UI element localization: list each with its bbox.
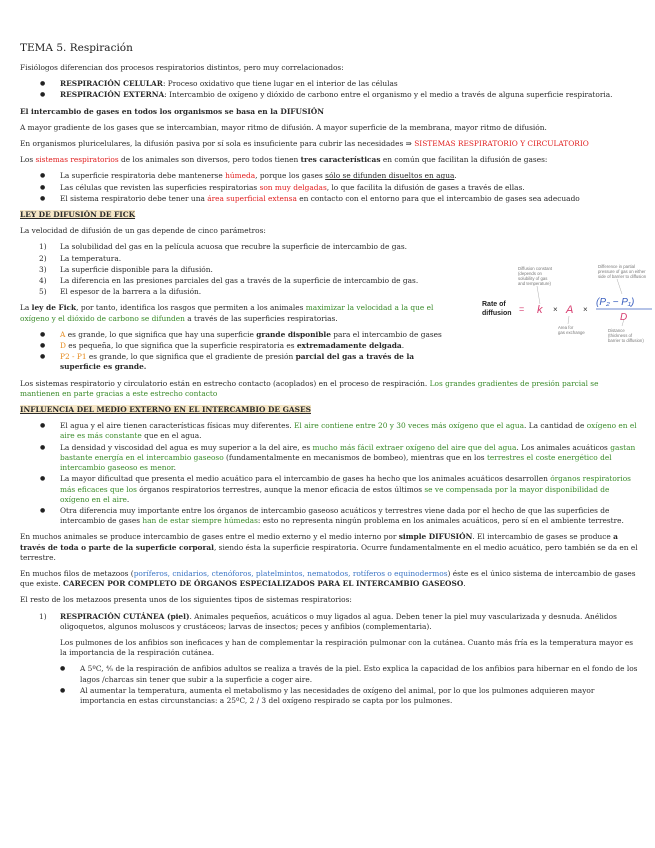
fick-text-column [20, 303, 450, 372]
list-item: ● A es grande, lo que significa que hay una superficie grande disponible para el intercambio de gases [60, 330, 450, 340]
note-d-line: Distance [608, 328, 625, 334]
note-k-line: Diffusion constant [518, 266, 553, 272]
d-symbol: D [620, 312, 628, 324]
list-item: ● El sistema respiratorio debe tener una área superficial extensa en contacto con el entorno para que el intercambio de gases sea adecuado [60, 194, 638, 204]
intro-paragraph: Fisiólogos diferencian dos procesos respiratorios distintos, pero muy correlacionados: [20, 63, 344, 72]
list-item: ● La mayor dificultad que presenta el medio acuático para el intercambio de gases ha hecho que los animales acuáticos desarrollen órganos respiratorios más eficaces que los órganos respiratorios terrestres, aunque la menor eficacia de estos últimos se ve compensada por la mayor disponibilidad de oxígeno en el aire. [60, 474, 638, 505]
list-item: La temperatura. [60, 253, 122, 263]
list-item: RESPIRACIÓN CUTÁNEA (piel). Animales pequeños, acuáticos o muy ligados al agua. Deben tener la piel muy vascularizada y desnuda. Anélidos oligoquetos, algunos moluscos y crustáceos; larvas de insectos; peces y anfibios (complementaria). Los pulmones de los anfibios son ineficaces y han de complementar la respiración pulmonar con la cutánea. Cuanto más fría es la temperatura mayor es la importancia de la respiración cutánea. ● A 5ºC, ⅘ de la respiración de anfibios adultos se realiza a través de la piel. Esto explica la capacidad de los anfibios para hibernar en el fondo de los lagos /charcas sin tener que subir a la superficie a coger aire. ● Al aumentar la temperatura, aumenta el metabolismo y las necesidades de oxígeno del animal, por lo que los pulmones adquieren mayor importancia en estas circunstancias: a 25ºC, 2 / 3 del oxígeno respirado se capta por los pulmones. [60, 612, 638, 707]
respiratory-types-list [20, 612, 638, 707]
list-item: ● Las células que revisten las superficies respiratorias son muy delgadas, lo que facilita la difusión de gases a través de ellas. [60, 183, 638, 193]
times-sign: × [553, 305, 558, 315]
simple-diffusion-paragraph: En muchos animales se produce intercambio de gases entre el medio externo y el medio interno por simple DIFUSIÓN. El intercambio de gases se produce a través de toda o parte de la superficie corporal, siendo ésta la superficie respiratoria. Ocurre fundamentalmente en el medio acuático, pero también se da en el terrestre. [20, 532, 638, 562]
times-sign: × [583, 305, 588, 315]
rest-paragraph: El resto de los metazoos presenta unos de los siguientes tipos de sistemas respiratorios: [20, 595, 352, 605]
diffusion-heading: El intercambio de gases en todos los organismos se basa en la DIFUSIÓN [20, 106, 324, 116]
note-a-line: gas exchange [558, 330, 585, 336]
pluricellular-paragraph: En organismos pluricelulares, la difusión pasiva por sí sola es insuficiente para cubrir las necesidades ⇒ SISTEMAS RESPIRATORIO Y CIRCULATORIO [20, 139, 589, 149]
note-k-line: (depends on [518, 271, 542, 277]
implies-arrow: ⇒ [405, 139, 412, 149]
k-symbol: k [537, 304, 543, 317]
list-item: ● RESPIRACIÓN CELULAR: Proceso oxidativo que tiene lugar en el interior de las células [60, 79, 638, 89]
list-item: ● La densidad y viscosidad del agua es muy superior a la del aire, es mucho más fácil extraer oxígeno del aire que del agua. Los animales acuáticos gastan bastante energía en el intercambio gaseoso (fundamentalmente en mecanismos de bombeo), mientras que en los terrestres el coste energético del intercambio gaseoso es menor. [60, 443, 638, 474]
coupling-paragraph: Los sistemas respiratorio y circulatorio están en estrecho contacto (acoplados) en el proceso de respiración. Los grandes gradientes de presión parcial se mantienen en parte gracias a este estrecho contacto [20, 378, 599, 398]
environment-heading: INFLUENCIA DEL MEDIO EXTERNO EN EL INTERCAMBIO DE GASES [20, 405, 311, 415]
list-item: La superficie disponible para la difusión. [60, 264, 213, 274]
fick-terms-list [20, 330, 450, 373]
list-item: ● RESPIRACIÓN EXTERNA: Intercambio de oxígeno y dióxido de carbono entre el organismo y el medio a través de alguna superficie respiratoria. [60, 90, 638, 100]
environment-list [20, 421, 638, 526]
phyla-paragraph: En muchos filos de metazoos (poríferos, cnidarios, ctenóforos, platelmintos, nematodos, rotíferos o equinodermos) éste es el único sistema de intercambio de gases que existe. CARECEN POR COMPLETO DE ÓRGANOS ESPECIALIZADOS PARA EL INTERCAMBIO GASEOSO. [20, 568, 636, 589]
list-item: El espesor de la barrera a la difusión. [60, 287, 202, 297]
diffusion-label: diffusion [482, 310, 512, 318]
note-p-line: pressure of gas on either [598, 269, 646, 275]
list-item: ● P2 - P1 es grande, lo que significa que el gradiente de presión parcial del gas a través de la superficie es grande. [60, 352, 450, 372]
list-item: ● La superficie respiratoria debe mantenerse húmeda, porque los gases sólo se difunden disueltos en agua. [60, 171, 638, 181]
pressure-difference: (P₂ − P₁) [596, 297, 635, 309]
fick-law-paragraph: La ley de Fick, por tanto, identifica los rasgos que permiten a los animales maximizar la velocidad a la que el oxígeno y el dióxido de carbono se difunden a través de las superficies respiratorias. [20, 303, 434, 323]
a-symbol: A [566, 304, 574, 317]
list-item: ● D es pequeña, lo que significa que la superficie respiratoria es extremadamente delgada. [60, 341, 450, 351]
note-d-line: (thickness of [608, 333, 633, 339]
list-item: ● Al aumentar la temperatura, aumenta el metabolismo y las necesidades de oxígeno del animal, por lo que los pulmones adquieren mayor importancia en estas circunstancias: a 25ºC, 2 / 3 del oxígeno respirado se capta por los pulmones. [80, 686, 638, 706]
list-item: ● Otra diferencia muy importante entre los órganos de intercambio gaseoso acuáticos y terrestres viene dada por el hecho de que las superficies de intercambio de gases han de estar siempre húmedas: esto no representa ningún problema en los animales acuáticos, pero sí en el ambiente terrestre. [60, 506, 638, 526]
rate-label: Rate of [482, 301, 506, 309]
note-a-line: Area for [558, 325, 574, 331]
features-list [20, 171, 638, 204]
note-k-line: solubility of gas [518, 276, 548, 282]
cutaneous-paragraph: Los pulmones de los anfibios son ineficaces y han de complementar la respiración pulmonar con la cutánea. Cuanto más fría es la temperatura mayor es la importancia de la respiración cutánea. [60, 637, 634, 658]
note-d-line: barrier to diffusion) [608, 338, 644, 344]
note-p-line: Difference in partial [598, 264, 635, 270]
list-item: La solubilidad del gas en la película acuosa que recubre la superficie de intercambio de gas. [60, 242, 408, 252]
fick-equation-figure [482, 264, 655, 350]
fick-intro: La velocidad de difusión de un gas depende de cinco parámetros: [20, 226, 266, 236]
list-item: ● A 5ºC, ⅘ de la respiración de anfibios adultos se realiza a través de la piel. Esto explica la capacidad de los anfibios para hibernar en el fondo de los lagos /charcas sin tener que subir a la superficie a coger aire. [80, 664, 638, 684]
fick-heading: LEY DE DIFUSIÓN DE FICK [20, 210, 136, 220]
document-page [20, 42, 647, 712]
cutaneous-sublist [60, 664, 638, 706]
equals-sign: = [519, 304, 525, 315]
list-item: La diferencia en las presiones parciales del gas a través de la superficie de intercambio de gas. [60, 276, 419, 286]
fick-section [20, 210, 647, 373]
list-item: ● El agua y el aire tienen características físicas muy diferentes. El aire contiene entre 20 y 30 veces más oxígeno que el agua. La cantidad de oxígeno en el aire es más constante que en el agua. [60, 421, 638, 441]
note-k-line: and temperature) [518, 281, 551, 287]
process-list [20, 79, 638, 100]
note-p-line: side of barrier to diffusion [598, 274, 647, 280]
page-title: TEMA 5. Respiración [20, 42, 133, 54]
gradient-paragraph: A mayor gradiente de los gases que se intercambian, mayor ritmo de difusión. A mayor superficie de la membrana, mayor ritmo de difusión. [20, 122, 547, 132]
systems-paragraph: Los sistemas respiratorios de los animales son diversos, pero todos tienen tres características en común que facilitan la difusión de gases: [20, 155, 548, 165]
